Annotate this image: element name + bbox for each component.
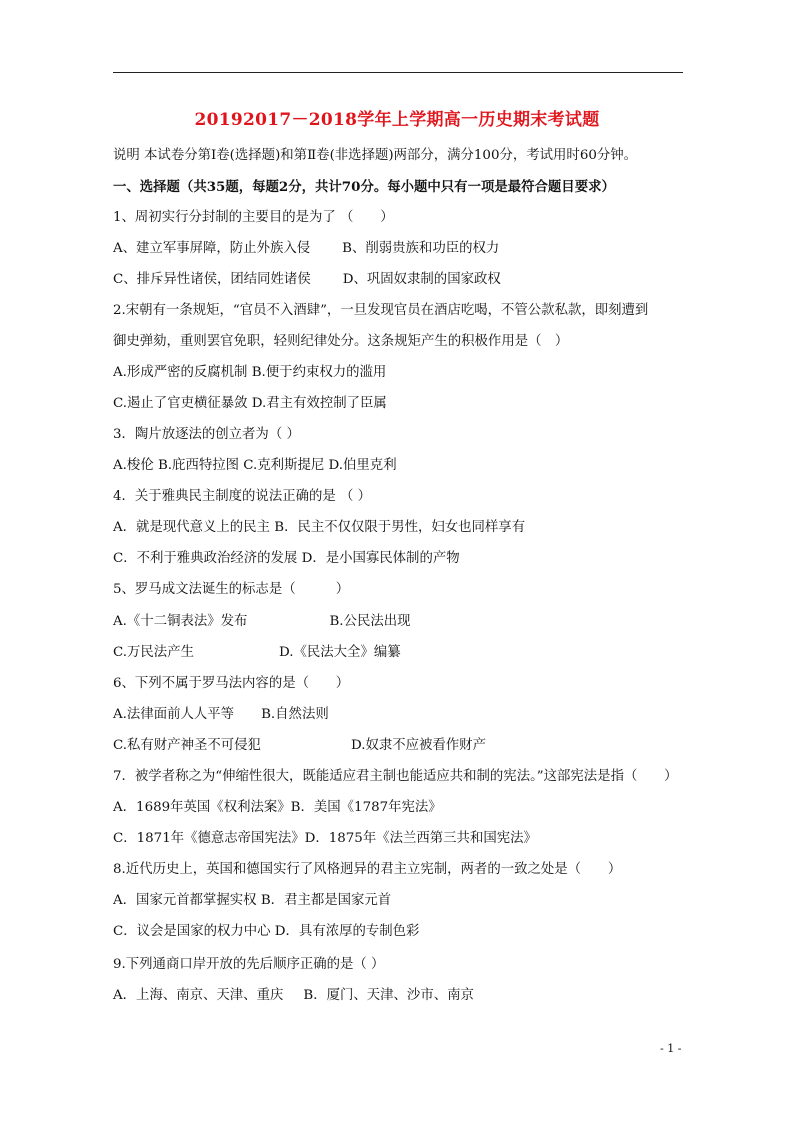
question-8-options-ab: A．国家元首都掌握实权 B．君主都是国家元首 bbox=[113, 893, 392, 908]
question-5-options-ab bbox=[113, 613, 411, 631]
question-4-options-ab: A．就是现代意义上的民主 B．民主不仅仅限于男性，妇女也同样享有 bbox=[113, 520, 526, 535]
option-c: C.万民法产生 bbox=[113, 645, 194, 660]
page-title: 20192017－2018学年上学期高一历史期末考试题 bbox=[194, 110, 600, 130]
option-d: D.《民法大全》编纂 bbox=[278, 645, 401, 660]
option-b: B、削弱贵族和功臣的权力 bbox=[342, 241, 500, 256]
question-7-stem: 7．被学者称之为“伸缩性很大，既能适应君主制也能适应共和制的宪法。”这部宪法是指（ ） bbox=[113, 769, 678, 784]
question-1-stem: 1、周初实行分封制的主要目的是为了 （ ） bbox=[113, 210, 394, 225]
question-4-options-cd: C．不利于雅典政治经济的发展 D．是小国寡民体制的产物 bbox=[113, 551, 460, 566]
question-9-options-ab bbox=[113, 987, 474, 1005]
question-3-options: A.梭伦 B.庇西特拉图 C.克利斯提尼 D.伯里克利 bbox=[113, 458, 397, 473]
question-6-stem: 6、下列不属于罗马法内容的是（ ） bbox=[113, 676, 350, 691]
question-9-stem: 9.下列通商口岸开放的先后顺序正确的是（ ） bbox=[113, 957, 385, 972]
option-a: A.《十二铜表法》发布 bbox=[113, 614, 248, 629]
option-b: B.自然法则 bbox=[261, 707, 329, 722]
option-c: C.私有财产神圣不可侵犯 bbox=[113, 738, 261, 753]
header-rule bbox=[113, 72, 683, 73]
question-1-options-cd bbox=[113, 271, 501, 289]
option-a: A.法律面前人人平等 bbox=[113, 707, 235, 722]
question-2-options-cd: C.遏止了官吏横征暴敛 D.君主有效控制了臣属 bbox=[113, 396, 387, 411]
section-heading: 一、选择题（共35题，每题2分，共计70分。每小题中只有一项是最符合题目要求） bbox=[113, 179, 615, 195]
question-8-options-cd: C．议会是国家的权力中心 D．具有浓厚的专制色彩 bbox=[113, 924, 420, 939]
option-b: B.公民法出现 bbox=[329, 614, 411, 629]
question-1-options-ab bbox=[113, 240, 499, 258]
exam-instructions: 说明 本试卷分第Ⅰ卷(选择题)和第Ⅱ卷(非选择题)两部分，满分100分，考试用时60分钟。 bbox=[113, 148, 638, 163]
option-d: D、巩固奴隶制的国家政权 bbox=[342, 272, 501, 287]
question-5-options-cd bbox=[113, 644, 401, 662]
question-2-options-ab: A.形成严密的反腐机制 B.便于约束权力的滥用 bbox=[113, 365, 387, 380]
page-number: - 1 - bbox=[660, 1042, 682, 1055]
option-b: B．厦门、天津、沙市、南京 bbox=[303, 988, 474, 1003]
question-4-stem: 4．关于雅典民主制度的说法正确的是 （ ） bbox=[113, 489, 372, 504]
question-2-stem-line2: 御史弹劾，重则罢官免职，轻则纪律处分。这条规矩产生的积极作用是（ ） bbox=[113, 334, 569, 349]
question-3-stem: 3．陶片放逐法的创立者为（ ） bbox=[113, 427, 300, 442]
question-5-stem: 5、罗马成文法诞生的标志是（ ） bbox=[113, 582, 350, 597]
option-d: D.奴隶不应被看作财产 bbox=[350, 738, 486, 753]
question-2-stem-line1: 2.宋朝有一条规矩，“官员不入酒肆”，一旦发现官员在酒店吃喝，不管公款私款，即刻遭到 bbox=[113, 303, 649, 318]
option-c: C、排斥异性诸侯，团结同姓诸侯 bbox=[113, 272, 311, 287]
option-a: A、建立军事屏障，防止外族入侵 bbox=[113, 241, 311, 256]
question-7-options-cd: C．1871年《德意志帝国宪法》D．1875年《法兰西第三共和国宪法》 bbox=[113, 831, 537, 846]
question-6-options-cd bbox=[113, 737, 486, 755]
question-7-options-ab: A．1689年英国《权利法案》B．美国《1787年宪法》 bbox=[113, 800, 442, 815]
option-a: A．上海、南京、天津、重庆 bbox=[113, 988, 284, 1003]
question-6-options-ab bbox=[113, 706, 329, 724]
question-8-stem: 8.近代历史上，英国和德国实行了风格迥异的君主立宪制，两者的一致之处是（ ） bbox=[113, 862, 622, 877]
